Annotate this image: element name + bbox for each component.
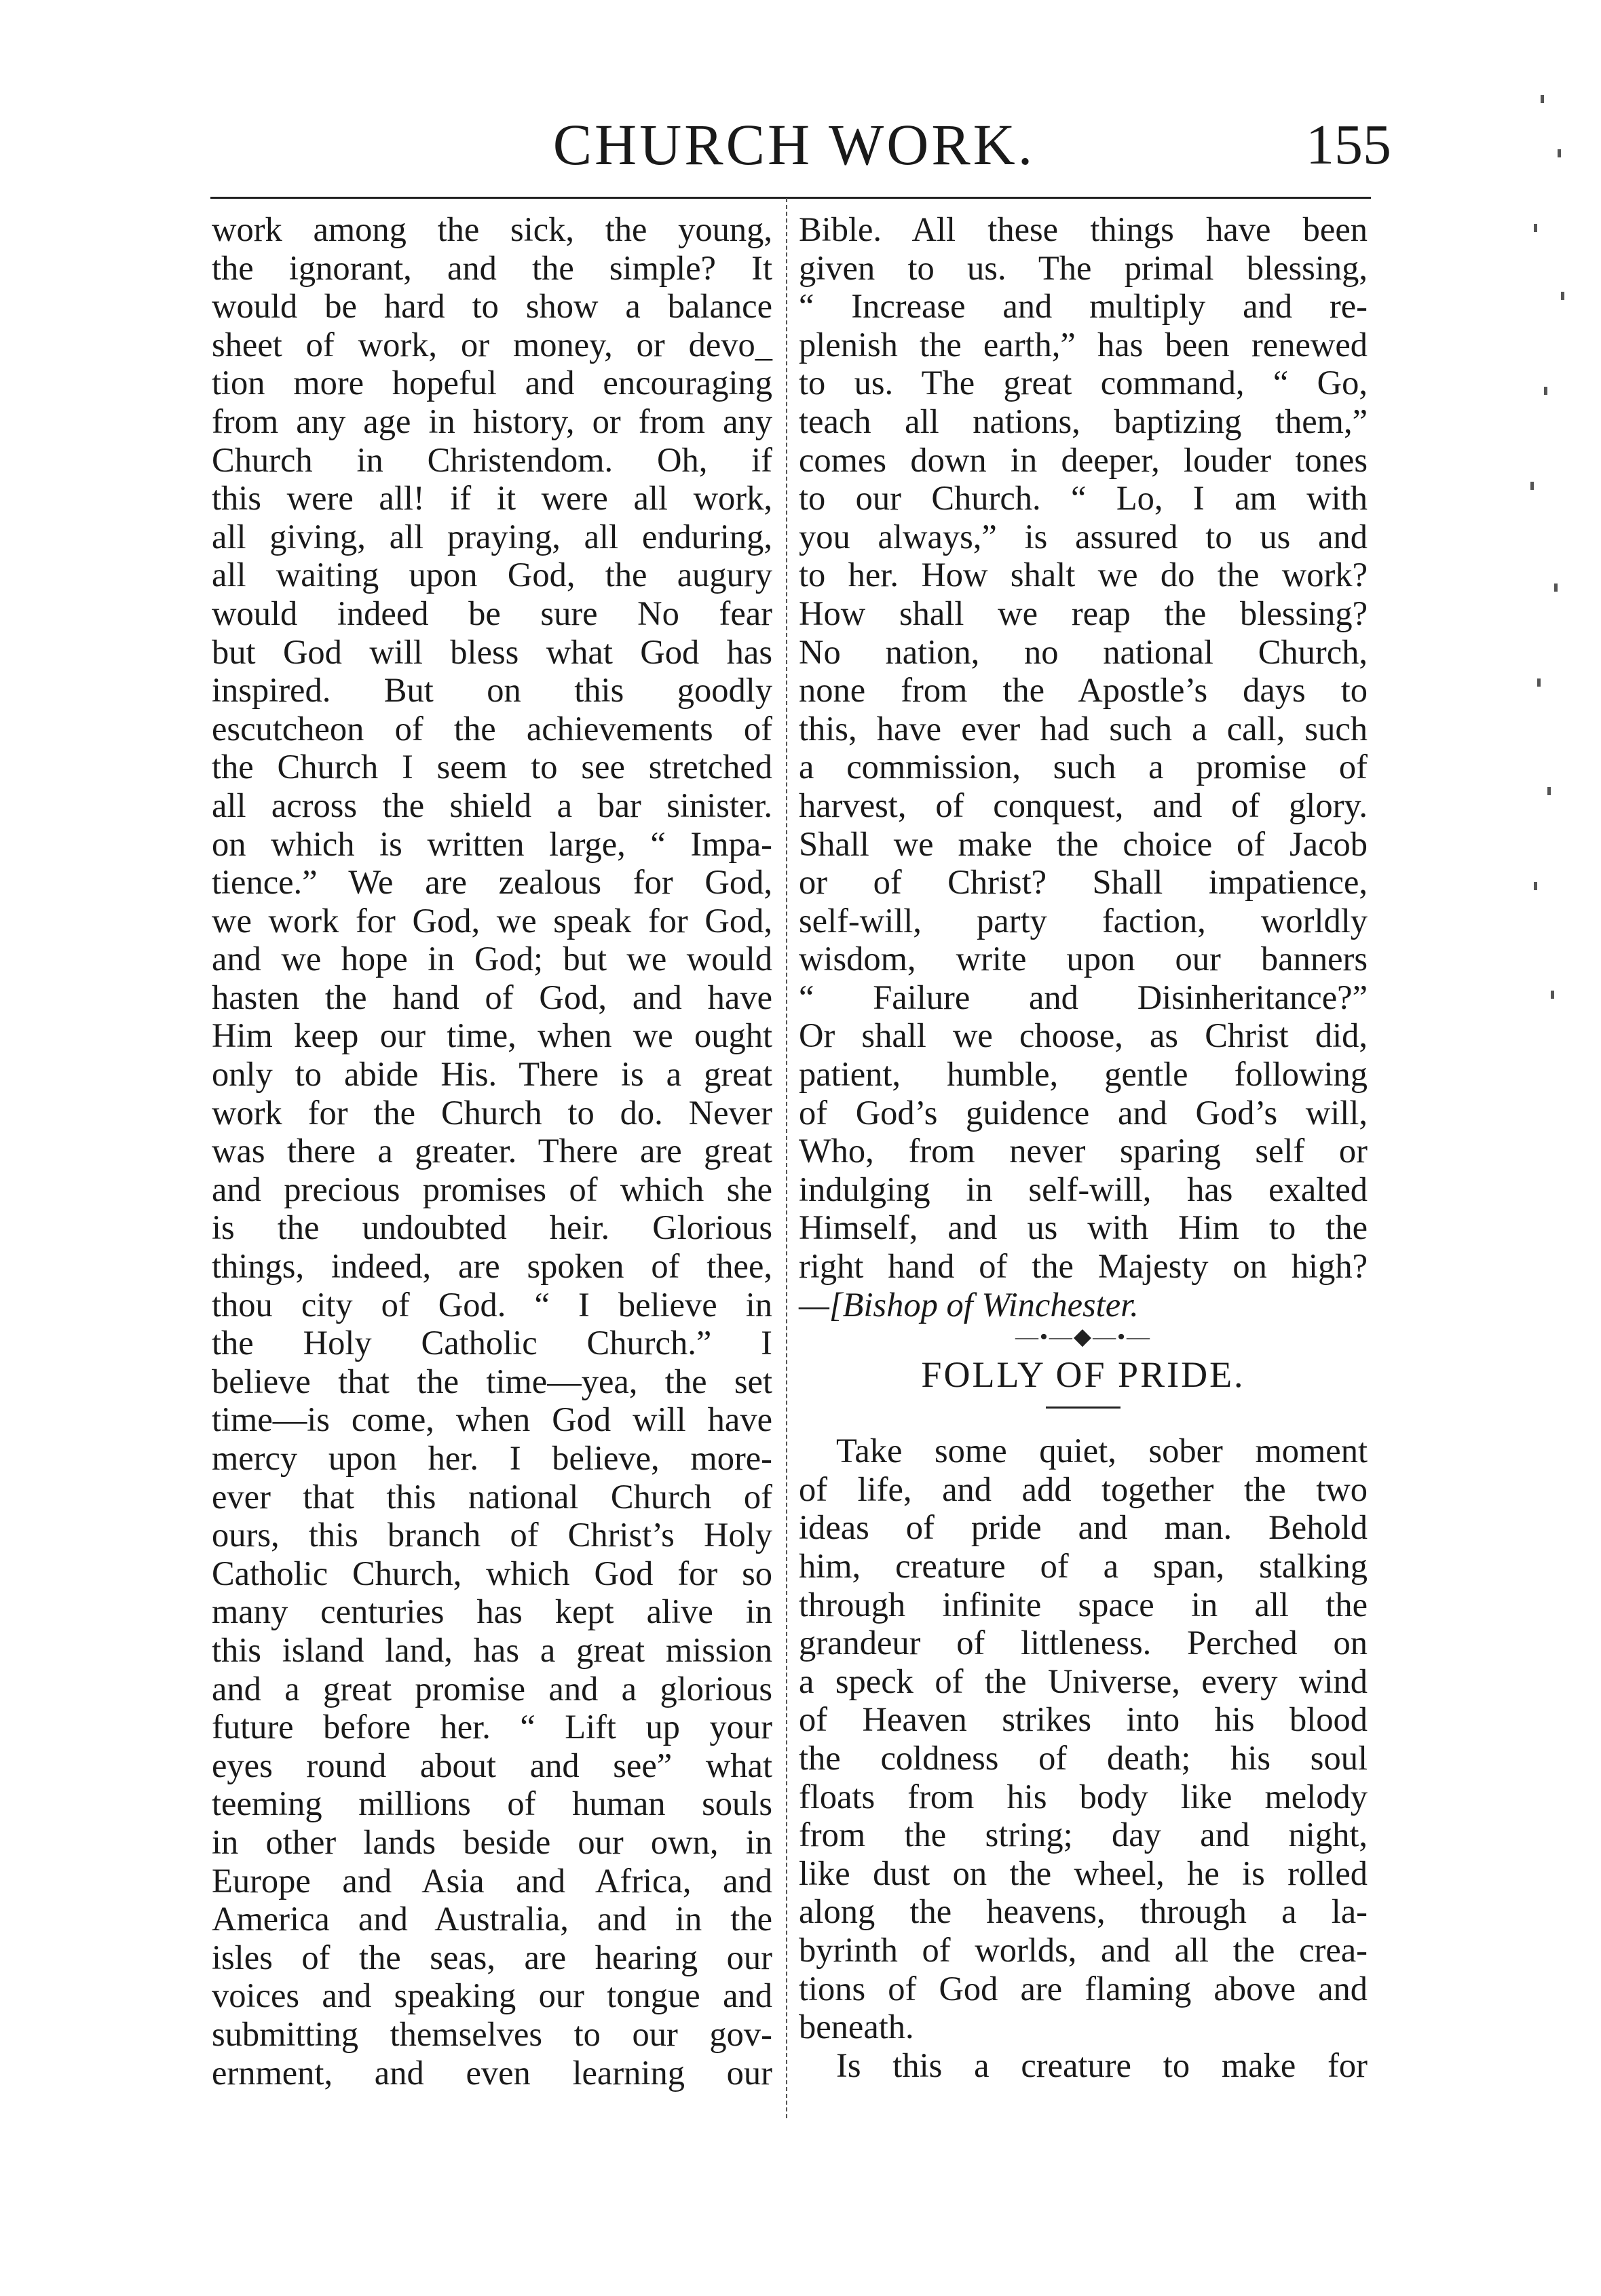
text-line: the Church I seem to see stretched (212, 748, 772, 786)
text-line: right hand of the Majesty on high? (799, 1247, 1368, 1286)
text-line: was there a greater. There are great (212, 1132, 772, 1170)
text-line: indulging in self-will, has exalted (799, 1170, 1368, 1208)
text-line: comes down in deeper, louder tones (799, 440, 1368, 479)
text-line: from the string; day and night, (799, 1816, 1368, 1854)
text-line: Him keep our time, when we ought (212, 1016, 772, 1055)
text-line: work among the sick, the young, (212, 210, 772, 248)
text-line: How shall we reap the blessing? (799, 594, 1368, 632)
text-line: to her. How shalt we do the work? (799, 556, 1368, 594)
text-line: things, indeed, are spoken of thee, (212, 1247, 772, 1286)
text-line: and a great promise and a glorious (212, 1669, 772, 1708)
text-line: only to abide His. There is a great (212, 1055, 772, 1094)
text-line: submitting themselves to our gov- (212, 2014, 772, 2053)
text-line: tions of God are flaming above and (799, 1969, 1368, 2008)
text-line: given to us. The primal blessing, (799, 248, 1368, 287)
right-column (799, 210, 1368, 2084)
section-title: FOLLY OF PRIDE. (921, 1354, 1245, 1396)
text-line: Himself, and us with Him to the (799, 1208, 1368, 1247)
text-line: self-will, party faction, worldly (799, 901, 1368, 940)
text-line: all waiting upon God, the augury (212, 556, 772, 594)
text-line: from any age in history, or from any (212, 402, 772, 440)
text-line: thou city of God. “ I believe in (212, 1285, 772, 1324)
text-line: and precious promises of which she (212, 1170, 772, 1208)
text-line: along the heavens, through a la- (799, 1892, 1368, 1931)
text-line: eyes round about and see” what (212, 1746, 772, 1784)
text-line: plenish the earth,” has been renewed (799, 325, 1368, 364)
text-line: many centuries has kept alive in (212, 1592, 772, 1631)
attribution: —[Bishop of Winchester. (799, 1285, 1139, 1324)
text-line: like dust on the wheel, he is rolled (799, 1854, 1368, 1892)
text-line: ours, this branch of Christ’s Holy (212, 1516, 772, 1554)
text-line: Who, from never sparing self or (799, 1132, 1368, 1170)
text-line: teach all nations, baptizing them,” (799, 402, 1368, 440)
text-line: the ignorant, and the simple? It (212, 248, 772, 287)
text-line: of God’s guidence and God’s will, (799, 1093, 1368, 1132)
text-line: a speck of the Universe, every wind (799, 1662, 1368, 1700)
text-line: of Heaven strikes into his blood (799, 1700, 1368, 1739)
text-line: No nation, no national Church, (799, 632, 1368, 671)
text-line: all giving, all praying, all enduring, (212, 517, 772, 556)
text-line: Shall we make the choice of Jacob (799, 824, 1368, 863)
text-line: wisdom, write upon our banners (799, 940, 1368, 978)
text-line: isles of the seas, are hearing our (212, 1938, 772, 1976)
text-line: Is this a creature to make for (836, 2046, 1368, 2084)
text-line: Europe and Asia and Africa, and (212, 1861, 772, 1900)
page-number: 155 (1306, 113, 1391, 176)
text-line: this, have ever had such a call, such (799, 709, 1368, 748)
text-line: time—is come, when God will have (212, 1400, 772, 1439)
text-line: to us. The great command, “ Go, (799, 364, 1368, 402)
text-line: the Holy Catholic Church.” I (212, 1324, 772, 1362)
margin-scan-specks (1520, 68, 1588, 1086)
text-line: work for the Church to do. Never (212, 1093, 772, 1132)
text-line: ever that this national Church of (212, 1477, 772, 1516)
text-line: Or shall we choose, as Christ did, (799, 1016, 1368, 1055)
text-line: is the undoubted heir. Glorious (212, 1208, 772, 1247)
left-column (212, 210, 772, 2092)
text-line: this island land, has a great mission (212, 1630, 772, 1669)
text-line: teeming millions of human souls (212, 1784, 772, 1823)
text-line: none from the Apostle’s days to (799, 671, 1368, 710)
text-line: this were all! if it were all work, (212, 479, 772, 518)
text-line: Church in Christendom. Oh, if (212, 440, 772, 479)
text-line: through infinite space in all the (799, 1585, 1368, 1624)
text-line: “ Increase and multiply and re- (799, 287, 1368, 326)
text-line: ernment, and even learning our (212, 2053, 772, 2092)
text-line: Take some quiet, sober moment (836, 1432, 1368, 1470)
text-line: you always,” is assured to us and (799, 517, 1368, 556)
text-line: a commission, such a promise of (799, 748, 1368, 786)
text-line: patient, humble, gentle following (799, 1055, 1368, 1094)
section-ornament: —•—◆—•— (1015, 1324, 1151, 1350)
page-header (197, 102, 1391, 197)
text-line: in other lands beside our own, in (212, 1822, 772, 1861)
text-line: would be hard to show a balance (212, 287, 772, 326)
text-line: but God will bless what God has (212, 632, 772, 671)
text-line: would indeed be sure No fear (212, 594, 772, 632)
text-line: the coldness of death; his soul (799, 1738, 1368, 1777)
text-line: America and Australia, and in the (212, 1900, 772, 1938)
text-line: beneath. (799, 2008, 914, 2046)
text-line: to our Church. “ Lo, I am with (799, 479, 1368, 518)
text-line: “ Failure and Disinheritance?” (799, 978, 1368, 1016)
text-line: ideas of pride and man. Behold (799, 1508, 1368, 1547)
text-line: him, creature of a span, stalking (799, 1547, 1368, 1585)
text-line: tion more hopeful and encouraging (212, 364, 772, 402)
text-line: all across the shield a bar sinister. (212, 786, 772, 824)
text-line: tience.” We are zealous for God, (212, 863, 772, 902)
text-line: harvest, of conquest, and of glory. (799, 786, 1368, 824)
text-line: inspired. But on this goodly (212, 671, 772, 710)
text-line: we work for God, we speak for God, (212, 901, 772, 940)
text-line: floats from his body like melody (799, 1777, 1368, 1816)
text-line: and we hope in God; but we would (212, 940, 772, 978)
title-rule (1046, 1407, 1120, 1409)
text-line: Catholic Church, which God for so (212, 1554, 772, 1592)
running-title: CHURCH WORK. (552, 112, 1036, 177)
text-line: mercy upon her. I believe, more- (212, 1439, 772, 1477)
text-line: voices and speaking our tongue and (212, 1976, 772, 2015)
text-line: future before her. “ Lift up your (212, 1708, 772, 1746)
text-line: grandeur of littleness. Perched on (799, 1624, 1368, 1662)
text-line: of life, and add together the two (799, 1470, 1368, 1508)
column-divider (786, 198, 787, 2118)
header-rule (210, 197, 1371, 199)
text-line: believe that the time—yea, the set (212, 1362, 772, 1400)
text-line: byrinth of worlds, and all the crea- (799, 1930, 1368, 1969)
text-line: hasten the hand of God, and have (212, 978, 772, 1016)
text-line: sheet of work, or money, or devo_ (212, 325, 772, 364)
text-line: on which is written large, “ Impa- (212, 824, 772, 863)
text-line: escutcheon of the achievements of (212, 709, 772, 748)
text-line: or of Christ? Shall impatience, (799, 863, 1368, 902)
text-line: Bible. All these things have been (799, 210, 1368, 248)
